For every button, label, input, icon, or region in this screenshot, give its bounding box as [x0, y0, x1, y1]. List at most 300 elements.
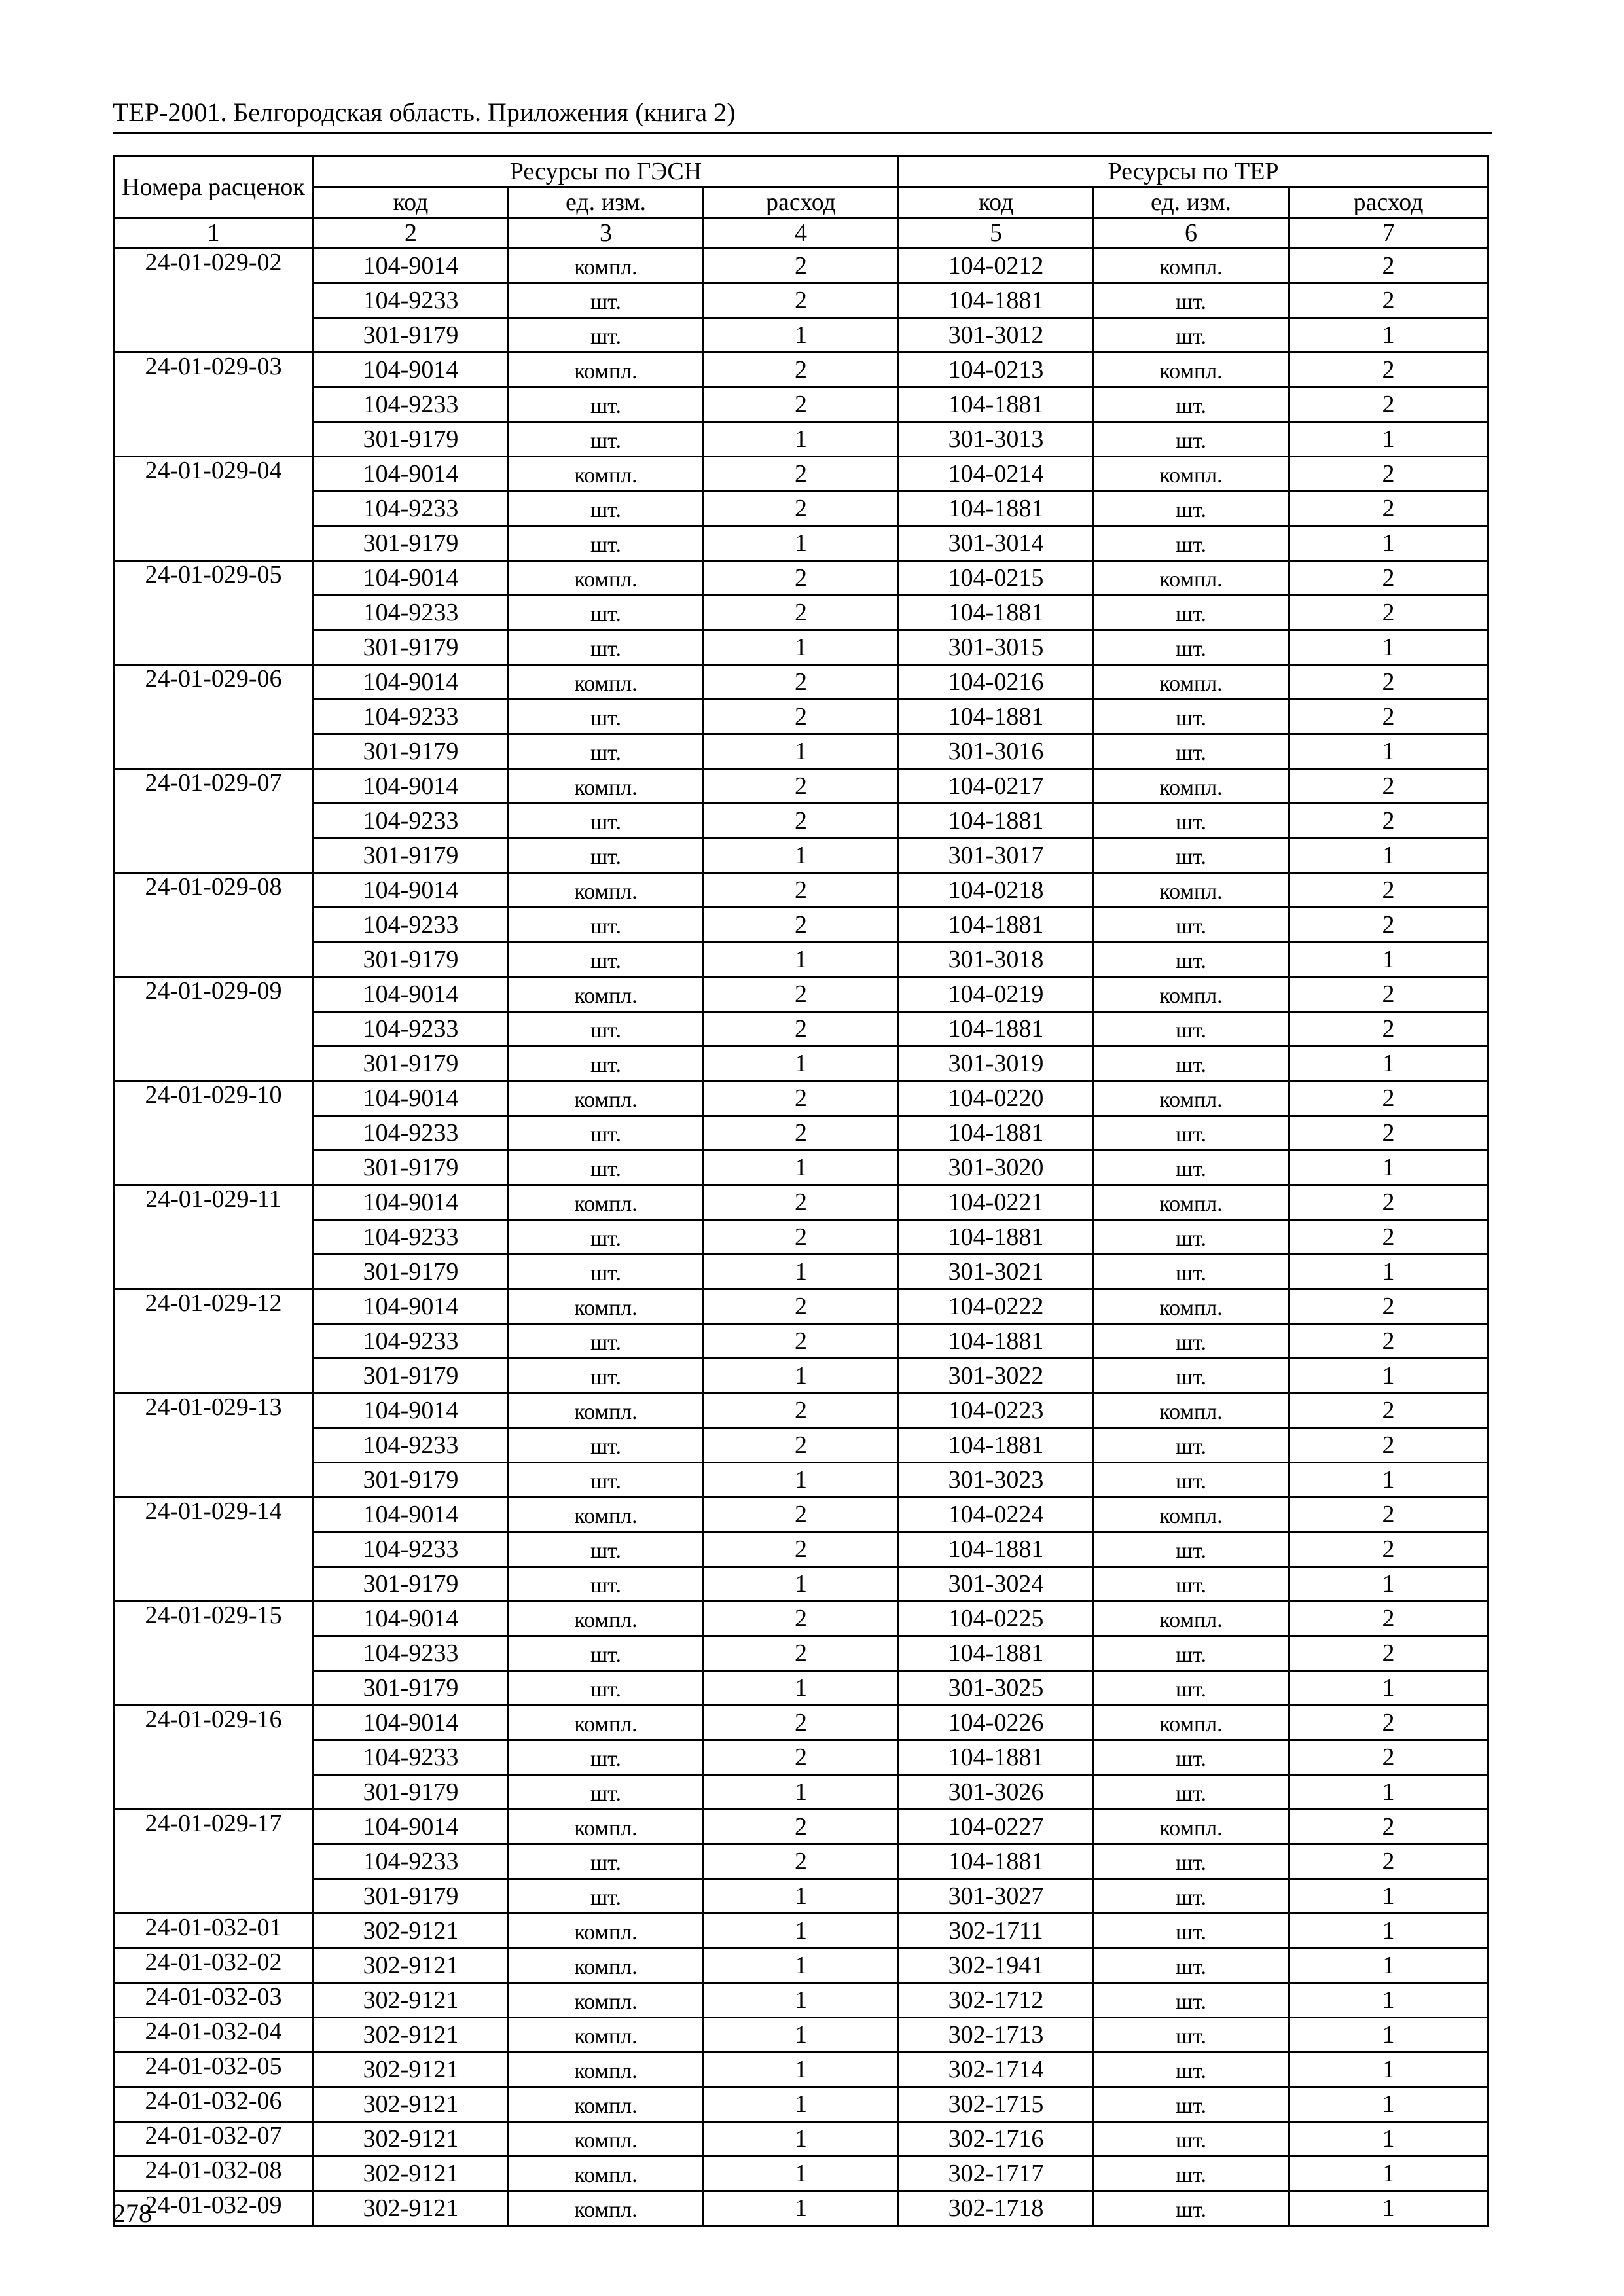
gesn-unit-cell: шт.: [509, 492, 704, 526]
gesn-consumption-cell: 1: [704, 1983, 899, 2018]
gesn-consumption-header: расход: [704, 187, 899, 218]
ter-code-cell: 104-1881: [899, 1636, 1094, 1671]
gesn-code-cell: 104-9014: [314, 1081, 509, 1116]
column-number-row: [114, 218, 1489, 249]
gesn-consumption-cell: 2: [704, 977, 899, 1012]
ter-unit-cell: компл.: [1094, 1706, 1289, 1740]
gesn-code-cell: 104-9014: [314, 665, 509, 700]
gesn-code-cell: 301-9179: [314, 422, 509, 457]
page-title: ТЕР-2001. Белгородская область. Приложения (книга 2): [113, 98, 736, 127]
gesn-code-cell: 301-9179: [314, 1047, 509, 1081]
ter-code-cell: 104-0223: [899, 1393, 1094, 1428]
gesn-unit-cell: компл.: [509, 1914, 704, 1948]
ter-unit-cell: шт.: [1094, 1012, 1289, 1047]
ter-unit-cell: компл.: [1094, 1185, 1289, 1220]
gesn-consumption-cell: 2: [704, 1324, 899, 1359]
ter-unit-cell: компл.: [1094, 873, 1289, 908]
gesn-consumption-cell: 1: [704, 2157, 899, 2191]
gesn-unit-cell: шт.: [509, 1428, 704, 1463]
gesn-unit-cell: шт.: [509, 1359, 704, 1393]
rate-number-cell: 24-01-029-15: [114, 1602, 314, 1706]
gesn-code-cell: 104-9014: [314, 1810, 509, 1844]
ter-unit-cell: компл.: [1094, 353, 1289, 387]
table-row: [114, 1948, 1489, 1983]
gesn-consumption-cell: 2: [704, 1289, 899, 1324]
ter-unit-cell: шт.: [1094, 387, 1289, 422]
table-row: [114, 2053, 1489, 2087]
ter-consumption-cell: 1: [1289, 2122, 1489, 2157]
table-row: [114, 1463, 1489, 1498]
gesn-consumption-cell: 1: [704, 838, 899, 873]
gesn-unit-cell: шт.: [509, 1116, 704, 1151]
table-row: [114, 492, 1489, 526]
ter-unit-cell: шт.: [1094, 422, 1289, 457]
ter-consumption-cell: 2: [1289, 353, 1489, 387]
table-row: [114, 1185, 1489, 1220]
ter-consumption-cell: 2: [1289, 1324, 1489, 1359]
table-row: [114, 665, 1489, 700]
gesn-consumption-cell: 1: [704, 1151, 899, 1185]
ter-unit-cell: компл.: [1094, 769, 1289, 804]
rate-number-header: Номера расценок: [114, 156, 314, 218]
gesn-consumption-cell: 1: [704, 2191, 899, 2226]
gesn-unit-cell: шт.: [509, 1567, 704, 1602]
rate-number-cell: 24-01-029-17: [114, 1810, 314, 1914]
gesn-code-cell: 104-9014: [314, 769, 509, 804]
gesn-consumption-cell: 2: [704, 1810, 899, 1844]
table-row: [114, 1255, 1489, 1289]
rate-number-cell: 24-01-032-08: [114, 2157, 314, 2191]
gesn-unit-cell: компл.: [509, 1948, 704, 1983]
table-row: [114, 1810, 1489, 1844]
ter-code-cell: 301-3015: [899, 630, 1094, 665]
page-number: 278: [113, 2198, 152, 2228]
gesn-unit-cell: шт.: [509, 1844, 704, 1879]
table-row: [114, 630, 1489, 665]
gesn-consumption-cell: 2: [704, 769, 899, 804]
ter-code-cell: 104-1881: [899, 1116, 1094, 1151]
gesn-code-cell: 301-9179: [314, 1671, 509, 1706]
gesn-consumption-cell: 2: [704, 908, 899, 942]
page-header: [113, 98, 1492, 134]
gesn-consumption-cell: 1: [704, 1775, 899, 1810]
gesn-code-cell: 301-9179: [314, 838, 509, 873]
rate-number-cell: 24-01-032-01: [114, 1914, 314, 1948]
gesn-code-cell: 104-9014: [314, 457, 509, 492]
ter-code-cell: 104-1881: [899, 908, 1094, 942]
gesn-consumption-cell: 2: [704, 492, 899, 526]
ter-code-cell: 104-0222: [899, 1289, 1094, 1324]
gesn-unit-cell: шт.: [509, 1532, 704, 1567]
gesn-unit-header: ед. изм.: [509, 187, 704, 218]
ter-code-cell: 301-3014: [899, 526, 1094, 561]
gesn-unit-cell: компл.: [509, 769, 704, 804]
table-row: [114, 1047, 1489, 1081]
ter-unit-cell: шт.: [1094, 1428, 1289, 1463]
ter-unit-cell: компл.: [1094, 665, 1289, 700]
ter-consumption-cell: 1: [1289, 1775, 1489, 1810]
ter-code-cell: 301-3017: [899, 838, 1094, 873]
ter-code-cell: 104-1881: [899, 492, 1094, 526]
gesn-consumption-cell: 1: [704, 422, 899, 457]
gesn-code-cell: 301-9179: [314, 318, 509, 353]
ter-consumption-cell: 1: [1289, 1948, 1489, 1983]
ter-unit-cell: шт.: [1094, 838, 1289, 873]
gesn-consumption-cell: 2: [704, 1081, 899, 1116]
ter-code-cell: 302-1714: [899, 2053, 1094, 2087]
ter-unit-cell: компл.: [1094, 457, 1289, 492]
gesn-unit-cell: компл.: [509, 353, 704, 387]
ter-unit-cell: компл.: [1094, 561, 1289, 596]
ter-unit-header: ед. изм.: [1094, 187, 1289, 218]
ter-consumption-cell: 1: [1289, 2087, 1489, 2122]
rate-number-cell: 24-01-029-14: [114, 1498, 314, 1602]
gesn-code-cell: 104-9014: [314, 1289, 509, 1324]
ter-unit-cell: шт.: [1094, 1220, 1289, 1255]
table-row: [114, 387, 1489, 422]
gesn-consumption-cell: 2: [704, 457, 899, 492]
gesn-consumption-cell: 2: [704, 1602, 899, 1636]
ter-consumption-cell: 2: [1289, 1012, 1489, 1047]
ter-unit-cell: шт.: [1094, 2053, 1289, 2087]
gesn-unit-cell: шт.: [509, 1879, 704, 1914]
ter-consumption-cell: 1: [1289, 1255, 1489, 1289]
ter-unit-cell: шт.: [1094, 1151, 1289, 1185]
gesn-consumption-cell: 2: [704, 1740, 899, 1775]
ter-consumption-cell: 2: [1289, 492, 1489, 526]
gesn-code-cell: 301-9179: [314, 1255, 509, 1289]
ter-unit-cell: шт.: [1094, 908, 1289, 942]
ter-unit-cell: шт.: [1094, 1636, 1289, 1671]
gesn-unit-cell: шт.: [509, 1775, 704, 1810]
gesn-unit-cell: шт.: [509, 526, 704, 561]
gesn-unit-cell: компл.: [509, 1393, 704, 1428]
gesn-consumption-cell: 2: [704, 1844, 899, 1879]
ter-group-header: Ресурсы по ТЕР: [899, 156, 1489, 187]
ter-unit-cell: шт.: [1094, 630, 1289, 665]
gesn-code-cell: 104-9014: [314, 977, 509, 1012]
ter-consumption-cell: 1: [1289, 1983, 1489, 2018]
ter-consumption-cell: 2: [1289, 457, 1489, 492]
ter-unit-cell: компл.: [1094, 1602, 1289, 1636]
table-row: [114, 1636, 1489, 1671]
ter-unit-cell: шт.: [1094, 526, 1289, 561]
ter-consumption-cell: 2: [1289, 1185, 1489, 1220]
gesn-unit-cell: шт.: [509, 942, 704, 977]
ter-unit-cell: шт.: [1094, 2191, 1289, 2226]
table-row: [114, 1393, 1489, 1428]
table-row: [114, 457, 1489, 492]
gesn-unit-cell: компл.: [509, 2087, 704, 2122]
gesn-code-cell: 301-9179: [314, 1567, 509, 1602]
ter-consumption-cell: 1: [1289, 1914, 1489, 1948]
ter-code-cell: 104-0220: [899, 1081, 1094, 1116]
rate-number-cell: 24-01-029-02: [114, 249, 314, 353]
rate-number-cell: 24-01-029-07: [114, 769, 314, 873]
ter-code-cell: 104-0227: [899, 1810, 1094, 1844]
ter-consumption-cell: 1: [1289, 1463, 1489, 1498]
rate-number-cell: 24-01-032-02: [114, 1948, 314, 1983]
table-row: [114, 908, 1489, 942]
gesn-code-cell: 302-9121: [314, 2053, 509, 2087]
gesn-unit-cell: шт.: [509, 1636, 704, 1671]
ter-unit-cell: шт.: [1094, 804, 1289, 838]
gesn-code-cell: 301-9179: [314, 734, 509, 769]
ter-unit-cell: шт.: [1094, 1671, 1289, 1706]
ter-consumption-cell: 2: [1289, 1740, 1489, 1775]
gesn-unit-cell: шт.: [509, 630, 704, 665]
table-row: [114, 561, 1489, 596]
ter-consumption-cell: 2: [1289, 1428, 1489, 1463]
ter-code-cell: 104-1881: [899, 387, 1094, 422]
gesn-code-cell: 104-9233: [314, 492, 509, 526]
ter-code-cell: 104-1881: [899, 1428, 1094, 1463]
gesn-code-header: код: [314, 187, 509, 218]
ter-unit-cell: шт.: [1094, 1047, 1289, 1081]
ter-consumption-cell: 2: [1289, 561, 1489, 596]
ter-consumption-cell: 2: [1289, 1393, 1489, 1428]
ter-code-cell: 302-1941: [899, 1948, 1094, 1983]
ter-code-cell: 301-3025: [899, 1671, 1094, 1706]
ter-consumption-cell: 2: [1289, 1810, 1489, 1844]
ter-consumption-cell: 1: [1289, 630, 1489, 665]
gesn-consumption-cell: 1: [704, 1948, 899, 1983]
ter-code-cell: 301-3016: [899, 734, 1094, 769]
gesn-consumption-cell: 2: [704, 249, 899, 283]
ter-consumption-cell: 2: [1289, 283, 1489, 318]
ter-code-cell: 104-1881: [899, 1324, 1094, 1359]
column-number: 5: [899, 218, 1094, 249]
gesn-code-cell: 104-9233: [314, 1532, 509, 1567]
gesn-code-cell: 302-9121: [314, 2191, 509, 2226]
gesn-code-cell: 104-9014: [314, 1393, 509, 1428]
gesn-consumption-cell: 2: [704, 700, 899, 734]
gesn-consumption-cell: 1: [704, 526, 899, 561]
gesn-unit-cell: компл.: [509, 1602, 704, 1636]
gesn-consumption-cell: 1: [704, 318, 899, 353]
gesn-unit-cell: компл.: [509, 873, 704, 908]
ter-consumption-cell: 2: [1289, 873, 1489, 908]
table-row: [114, 1532, 1489, 1567]
ter-consumption-cell: 1: [1289, 1151, 1489, 1185]
gesn-code-cell: 104-9233: [314, 1012, 509, 1047]
table-header: [114, 156, 1489, 249]
ter-consumption-cell: 1: [1289, 942, 1489, 977]
gesn-consumption-cell: 1: [704, 1879, 899, 1914]
ter-code-cell: 104-1881: [899, 596, 1094, 630]
ter-unit-cell: шт.: [1094, 942, 1289, 977]
gesn-unit-cell: шт.: [509, 387, 704, 422]
ter-consumption-cell: 2: [1289, 1844, 1489, 1879]
gesn-unit-cell: шт.: [509, 1220, 704, 1255]
gesn-unit-cell: компл.: [509, 2122, 704, 2157]
ter-unit-cell: шт.: [1094, 1255, 1289, 1289]
ter-unit-cell: шт.: [1094, 1532, 1289, 1567]
ter-consumption-cell: 1: [1289, 1879, 1489, 1914]
gesn-unit-cell: шт.: [509, 1671, 704, 1706]
column-number: 1: [114, 218, 314, 249]
gesn-consumption-cell: 1: [704, 2053, 899, 2087]
ter-consumption-cell: 1: [1289, 1359, 1489, 1393]
ter-consumption-cell: 1: [1289, 2053, 1489, 2087]
ter-unit-cell: шт.: [1094, 734, 1289, 769]
column-number: 4: [704, 218, 899, 249]
ter-unit-cell: шт.: [1094, 492, 1289, 526]
table-row: [114, 1324, 1489, 1359]
gesn-unit-cell: компл.: [509, 561, 704, 596]
ter-consumption-cell: 1: [1289, 422, 1489, 457]
rate-number-cell: 24-01-029-11: [114, 1185, 314, 1289]
gesn-unit-cell: шт.: [509, 1255, 704, 1289]
ter-consumption-cell: 1: [1289, 1047, 1489, 1081]
ter-consumption-cell: 2: [1289, 1116, 1489, 1151]
gesn-code-cell: 104-9014: [314, 1185, 509, 1220]
ter-unit-cell: шт.: [1094, 1948, 1289, 1983]
gesn-unit-cell: компл.: [509, 1185, 704, 1220]
table-row: [114, 1914, 1489, 1948]
ter-code-cell: 104-0215: [899, 561, 1094, 596]
ter-unit-cell: шт.: [1094, 1983, 1289, 2018]
gesn-unit-cell: шт.: [509, 1151, 704, 1185]
gesn-consumption-cell: 2: [704, 1636, 899, 1671]
ter-unit-cell: компл.: [1094, 1498, 1289, 1532]
gesn-consumption-cell: 2: [704, 665, 899, 700]
gesn-code-cell: 104-9233: [314, 1740, 509, 1775]
gesn-code-cell: 104-9014: [314, 1602, 509, 1636]
ter-consumption-cell: 1: [1289, 2018, 1489, 2053]
gesn-code-cell: 104-9014: [314, 561, 509, 596]
table-row: [114, 1081, 1489, 1116]
rate-number-cell: 24-01-029-06: [114, 665, 314, 769]
ter-consumption-cell: 2: [1289, 1498, 1489, 1532]
gesn-unit-cell: компл.: [509, 2157, 704, 2191]
gesn-unit-cell: шт.: [509, 596, 704, 630]
gesn-unit-cell: компл.: [509, 1810, 704, 1844]
ter-code-cell: 104-1881: [899, 700, 1094, 734]
gesn-code-cell: 104-9233: [314, 908, 509, 942]
gesn-consumption-cell: 1: [704, 630, 899, 665]
gesn-consumption-cell: 1: [704, 2018, 899, 2053]
ter-consumption-cell: 2: [1289, 804, 1489, 838]
ter-code-cell: 104-0224: [899, 1498, 1094, 1532]
gesn-consumption-cell: 1: [704, 1463, 899, 1498]
gesn-code-cell: 301-9179: [314, 1151, 509, 1185]
table-row: [114, 596, 1489, 630]
gesn-unit-cell: компл.: [509, 249, 704, 283]
ter-code-cell: 104-0217: [899, 769, 1094, 804]
ter-code-cell: 104-1881: [899, 1740, 1094, 1775]
gesn-unit-cell: шт.: [509, 1740, 704, 1775]
ter-unit-cell: шт.: [1094, 1359, 1289, 1393]
ter-code-cell: 104-0221: [899, 1185, 1094, 1220]
rate-number-cell: 24-01-032-04: [114, 2018, 314, 2053]
table-row: [114, 2087, 1489, 2122]
ter-code-cell: 302-1711: [899, 1914, 1094, 1948]
gesn-unit-cell: компл.: [509, 457, 704, 492]
ter-code-cell: 104-0212: [899, 249, 1094, 283]
ter-code-cell: 302-1716: [899, 2122, 1094, 2157]
ter-code-cell: 104-0226: [899, 1706, 1094, 1740]
ter-unit-cell: компл.: [1094, 1393, 1289, 1428]
gesn-code-cell: 104-9233: [314, 1324, 509, 1359]
ter-consumption-cell: 1: [1289, 2191, 1489, 2226]
ter-code-cell: 104-1881: [899, 283, 1094, 318]
ter-unit-cell: шт.: [1094, 2157, 1289, 2191]
header-row-groups: [114, 156, 1489, 187]
gesn-unit-cell: шт.: [509, 804, 704, 838]
gesn-code-cell: 104-9233: [314, 804, 509, 838]
ter-code-cell: 301-3023: [899, 1463, 1094, 1498]
ter-code-header: код: [899, 187, 1094, 218]
ter-consumption-cell: 2: [1289, 1532, 1489, 1567]
gesn-consumption-cell: 2: [704, 873, 899, 908]
rate-number-cell: 24-01-029-13: [114, 1393, 314, 1498]
header-row-columns: [114, 187, 1489, 218]
ter-unit-cell: компл.: [1094, 1081, 1289, 1116]
ter-code-cell: 104-0219: [899, 977, 1094, 1012]
table-row: [114, 422, 1489, 457]
ter-unit-cell: шт.: [1094, 1879, 1289, 1914]
table-row: [114, 1706, 1489, 1740]
ter-consumption-cell: 1: [1289, 2157, 1489, 2191]
gesn-unit-cell: компл.: [509, 1289, 704, 1324]
gesn-unit-cell: компл.: [509, 1983, 704, 2018]
rate-number-cell: 24-01-029-05: [114, 561, 314, 665]
gesn-consumption-cell: 1: [704, 1671, 899, 1706]
ter-unit-cell: шт.: [1094, 1324, 1289, 1359]
gesn-consumption-cell: 2: [704, 1706, 899, 1740]
gesn-unit-cell: шт.: [509, 1324, 704, 1359]
ter-code-cell: 301-3021: [899, 1255, 1094, 1289]
gesn-unit-cell: компл.: [509, 977, 704, 1012]
ter-consumption-cell: 2: [1289, 665, 1489, 700]
table-body: [114, 249, 1489, 2226]
gesn-unit-cell: шт.: [509, 1047, 704, 1081]
ter-unit-cell: шт.: [1094, 1116, 1289, 1151]
gesn-code-cell: 302-9121: [314, 2157, 509, 2191]
ter-consumption-cell: 1: [1289, 1567, 1489, 1602]
gesn-code-cell: 302-9121: [314, 1948, 509, 1983]
ter-code-cell: 302-1712: [899, 1983, 1094, 2018]
resources-table: [113, 155, 1489, 2227]
gesn-code-cell: 104-9233: [314, 1220, 509, 1255]
ter-consumption-cell: 2: [1289, 1220, 1489, 1255]
gesn-code-cell: 104-9233: [314, 387, 509, 422]
table-row: [114, 1983, 1489, 2018]
gesn-consumption-cell: 1: [704, 1567, 899, 1602]
ter-unit-cell: шт.: [1094, 1914, 1289, 1948]
ter-consumption-cell: 1: [1289, 734, 1489, 769]
ter-code-cell: 301-3026: [899, 1775, 1094, 1810]
rate-number-cell: 24-01-032-03: [114, 1983, 314, 2018]
gesn-consumption-cell: 2: [704, 387, 899, 422]
ter-consumption-cell: 1: [1289, 318, 1489, 353]
table-row: [114, 942, 1489, 977]
gesn-consumption-cell: 2: [704, 561, 899, 596]
gesn-consumption-cell: 2: [704, 1116, 899, 1151]
gesn-unit-cell: шт.: [509, 838, 704, 873]
rate-number-cell: 24-01-032-09: [114, 2191, 314, 2226]
ter-code-cell: 302-1717: [899, 2157, 1094, 2191]
ter-consumption-cell: 1: [1289, 526, 1489, 561]
ter-unit-cell: компл.: [1094, 977, 1289, 1012]
ter-code-cell: 104-1881: [899, 1532, 1094, 1567]
rate-number-cell: 24-01-029-09: [114, 977, 314, 1081]
ter-consumption-cell: 2: [1289, 1602, 1489, 1636]
gesn-consumption-cell: 1: [704, 942, 899, 977]
gesn-consumption-cell: 2: [704, 1428, 899, 1463]
ter-consumption-cell: 2: [1289, 700, 1489, 734]
